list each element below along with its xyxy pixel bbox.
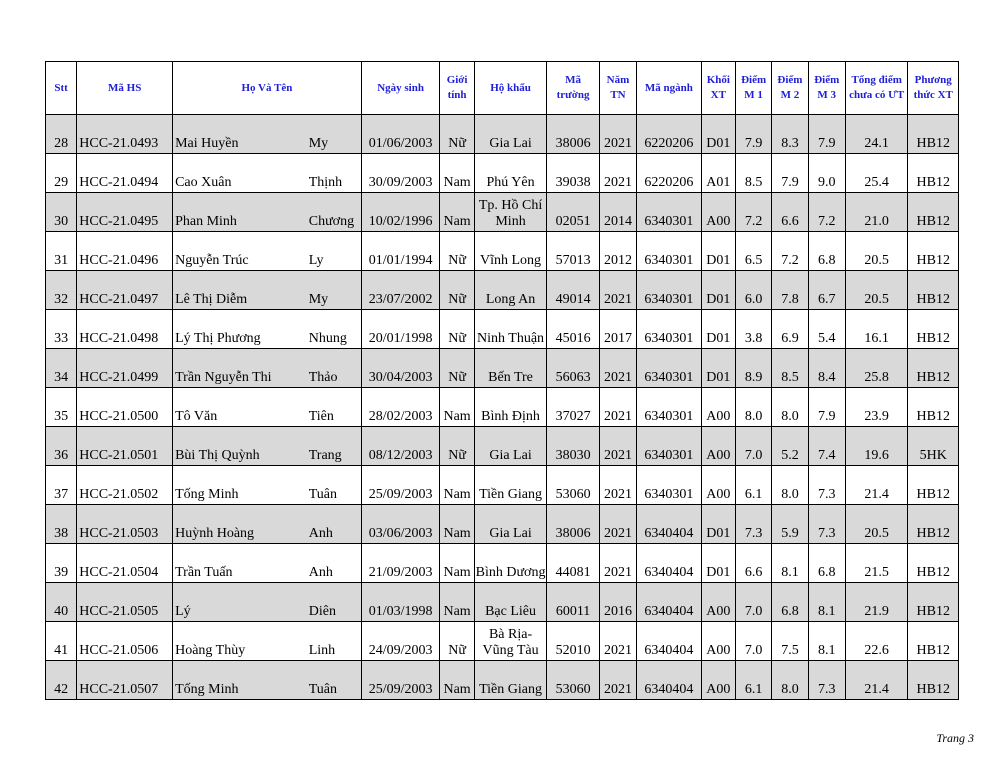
cell-ngay-sinh: 20/01/1998 bbox=[361, 310, 440, 349]
cell-ma-truong: 39038 bbox=[547, 154, 599, 193]
cell-ten: Tuân bbox=[308, 487, 338, 502]
cell-ma-hs: HCC-21.0504 bbox=[77, 544, 173, 583]
table-row bbox=[46, 505, 959, 544]
cell-nam-tn: 2021 bbox=[599, 349, 636, 388]
cell-nam-tn: 2021 bbox=[599, 427, 636, 466]
cell-diem-m1: 3.8 bbox=[735, 310, 771, 349]
cell-diem-m2: 8.5 bbox=[772, 349, 808, 388]
cell-gioi-tinh: Nam bbox=[440, 544, 474, 583]
header-ma-truong: Mã trường bbox=[547, 62, 599, 115]
cell-ma-hs: HCC-21.0502 bbox=[77, 466, 173, 505]
cell-ho-khau: Phú Yên bbox=[474, 154, 547, 193]
cell-nam-tn: 2014 bbox=[599, 193, 636, 232]
cell-stt: 42 bbox=[46, 661, 77, 700]
cell-diem-m1: 7.0 bbox=[735, 427, 771, 466]
cell-ngay-sinh: 24/09/2003 bbox=[361, 622, 440, 661]
cell-stt: 32 bbox=[46, 271, 77, 310]
table-row bbox=[46, 193, 959, 232]
cell-ho-ten bbox=[173, 349, 362, 388]
cell-diem-m1: 6.1 bbox=[735, 661, 771, 700]
cell-khoi-xt: D01 bbox=[701, 544, 735, 583]
cell-gioi-tinh: Nam bbox=[440, 505, 474, 544]
cell-gioi-tinh: Nữ bbox=[440, 622, 474, 661]
cell-ma-hs: HCC-21.0503 bbox=[77, 505, 173, 544]
cell-ho-khau: Bình Định bbox=[474, 388, 547, 427]
cell-diem-m3: 7.3 bbox=[808, 661, 845, 700]
cell-ma-truong: 44081 bbox=[547, 544, 599, 583]
cell-ho-ten bbox=[173, 154, 362, 193]
cell-nam-tn: 2021 bbox=[599, 466, 636, 505]
header-phuong-thuc: Phương thức XT bbox=[908, 62, 959, 115]
cell-ma-truong: 38006 bbox=[547, 505, 599, 544]
header-diem-m2: Điểm M 2 bbox=[772, 62, 808, 115]
cell-diem-m1: 6.1 bbox=[735, 466, 771, 505]
cell-phuong-thuc: HB12 bbox=[908, 388, 959, 427]
table-row bbox=[46, 544, 959, 583]
cell-ma-hs: HCC-21.0496 bbox=[77, 232, 173, 271]
cell-ten: Diên bbox=[308, 604, 336, 619]
cell-gioi-tinh: Nữ bbox=[440, 349, 474, 388]
cell-ho-ten bbox=[173, 505, 362, 544]
cell-ten: Anh bbox=[308, 565, 333, 580]
cell-phuong-thuc: HB12 bbox=[908, 661, 959, 700]
cell-ho-khau: Long An bbox=[474, 271, 547, 310]
cell-khoi-xt: A00 bbox=[701, 193, 735, 232]
header-row bbox=[46, 62, 959, 115]
cell-ten: My bbox=[308, 292, 329, 307]
cell-ngay-sinh: 03/06/2003 bbox=[361, 505, 440, 544]
cell-tong-diem: 20.5 bbox=[845, 505, 908, 544]
cell-ngay-sinh: 30/04/2003 bbox=[361, 349, 440, 388]
cell-tong-diem: 16.1 bbox=[845, 310, 908, 349]
cell-diem-m1: 7.0 bbox=[735, 622, 771, 661]
cell-ho: Mai Huyền bbox=[175, 136, 239, 151]
cell-ngay-sinh: 21/09/2003 bbox=[361, 544, 440, 583]
cell-ten: Thịnh bbox=[308, 175, 343, 190]
cell-stt: 39 bbox=[46, 544, 77, 583]
cell-diem-m2: 5.2 bbox=[772, 427, 808, 466]
cell-ngay-sinh: 30/09/2003 bbox=[361, 154, 440, 193]
cell-khoi-xt: A00 bbox=[701, 622, 735, 661]
cell-tong-diem: 25.8 bbox=[845, 349, 908, 388]
cell-khoi-xt: D01 bbox=[701, 349, 735, 388]
cell-khoi-xt: A00 bbox=[701, 466, 735, 505]
table-row bbox=[46, 271, 959, 310]
cell-diem-m3: 6.8 bbox=[808, 544, 845, 583]
cell-ma-truong: 52010 bbox=[547, 622, 599, 661]
cell-ma-nganh: 6340301 bbox=[637, 349, 702, 388]
cell-ma-truong: 53060 bbox=[547, 661, 599, 700]
cell-stt: 31 bbox=[46, 232, 77, 271]
cell-diem-m2: 8.0 bbox=[772, 466, 808, 505]
cell-khoi-xt: D01 bbox=[701, 505, 735, 544]
cell-diem-m2: 8.0 bbox=[772, 661, 808, 700]
header-ngay-sinh: Ngày sinh bbox=[361, 62, 440, 115]
cell-ma-hs: HCC-21.0506 bbox=[77, 622, 173, 661]
cell-ten: Tuân bbox=[308, 682, 338, 697]
header-khoi-xt: Khối XT bbox=[701, 62, 735, 115]
cell-khoi-xt: A00 bbox=[701, 583, 735, 622]
cell-gioi-tinh: Nam bbox=[440, 154, 474, 193]
cell-diem-m3: 6.7 bbox=[808, 271, 845, 310]
header-tong-diem: Tổng điểm chưa có ƯT bbox=[845, 62, 908, 115]
cell-ma-nganh: 6340301 bbox=[637, 388, 702, 427]
cell-ma-truong: 49014 bbox=[547, 271, 599, 310]
cell-khoi-xt: A00 bbox=[701, 427, 735, 466]
cell-ten: Ly bbox=[308, 253, 324, 268]
cell-ma-hs: HCC-21.0501 bbox=[77, 427, 173, 466]
cell-ho-ten bbox=[173, 661, 362, 700]
cell-ho-khau: Tp. Hồ Chí Minh bbox=[474, 193, 547, 232]
cell-khoi-xt: D01 bbox=[701, 232, 735, 271]
cell-nam-tn: 2017 bbox=[599, 310, 636, 349]
header-ho-khau: Hộ khẩu bbox=[474, 62, 547, 115]
cell-ho-ten bbox=[173, 583, 362, 622]
cell-ho-khau: Tiền Giang bbox=[474, 466, 547, 505]
cell-diem-m2: 6.9 bbox=[772, 310, 808, 349]
cell-diem-m2: 8.3 bbox=[772, 115, 808, 154]
cell-ho: Lý Thị Phương bbox=[175, 331, 261, 346]
cell-tong-diem: 21.4 bbox=[845, 661, 908, 700]
cell-phuong-thuc: HB12 bbox=[908, 505, 959, 544]
cell-ten: My bbox=[308, 136, 329, 151]
cell-diem-m1: 7.9 bbox=[735, 115, 771, 154]
cell-phuong-thuc: HB12 bbox=[908, 583, 959, 622]
cell-ma-nganh: 6220206 bbox=[637, 154, 702, 193]
cell-ho: Lý bbox=[175, 604, 191, 619]
cell-diem-m2: 6.8 bbox=[772, 583, 808, 622]
cell-gioi-tinh: Nữ bbox=[440, 232, 474, 271]
cell-ngay-sinh: 25/09/2003 bbox=[361, 661, 440, 700]
cell-diem-m2: 7.8 bbox=[772, 271, 808, 310]
cell-gioi-tinh: Nữ bbox=[440, 115, 474, 154]
cell-ma-hs: HCC-21.0497 bbox=[77, 271, 173, 310]
table-row bbox=[46, 427, 959, 466]
cell-ho-khau: Bến Tre bbox=[474, 349, 547, 388]
table-row bbox=[46, 661, 959, 700]
cell-diem-m3: 8.1 bbox=[808, 583, 845, 622]
cell-tong-diem: 21.5 bbox=[845, 544, 908, 583]
cell-diem-m1: 8.5 bbox=[735, 154, 771, 193]
header-diem-m3: Điểm M 3 bbox=[808, 62, 845, 115]
cell-diem-m3: 7.4 bbox=[808, 427, 845, 466]
cell-ma-nganh: 6340404 bbox=[637, 505, 702, 544]
cell-ma-hs: HCC-21.0493 bbox=[77, 115, 173, 154]
cell-ma-nganh: 6340404 bbox=[637, 622, 702, 661]
cell-tong-diem: 21.9 bbox=[845, 583, 908, 622]
cell-ngay-sinh: 01/01/1994 bbox=[361, 232, 440, 271]
cell-ho-ten bbox=[173, 466, 362, 505]
cell-tong-diem: 20.5 bbox=[845, 232, 908, 271]
cell-ho: Lê Thị Diễm bbox=[175, 292, 248, 307]
cell-ma-nganh: 6340301 bbox=[637, 466, 702, 505]
table-row bbox=[46, 349, 959, 388]
cell-nam-tn: 2021 bbox=[599, 661, 636, 700]
cell-stt: 41 bbox=[46, 622, 77, 661]
cell-ma-nganh: 6340301 bbox=[637, 232, 702, 271]
cell-diem-m1: 6.5 bbox=[735, 232, 771, 271]
cell-phuong-thuc: HB12 bbox=[908, 271, 959, 310]
cell-diem-m1: 8.9 bbox=[735, 349, 771, 388]
table-row bbox=[46, 154, 959, 193]
cell-ho: Tống Minh bbox=[175, 487, 239, 502]
cell-nam-tn: 2021 bbox=[599, 115, 636, 154]
cell-ngay-sinh: 08/12/2003 bbox=[361, 427, 440, 466]
cell-ho-ten bbox=[173, 232, 362, 271]
header-nam-tn: Năm TN bbox=[599, 62, 636, 115]
cell-ma-truong: 57013 bbox=[547, 232, 599, 271]
cell-ho: Trần Tuấn bbox=[175, 565, 233, 580]
cell-ma-nganh: 6340404 bbox=[637, 544, 702, 583]
table-row bbox=[46, 310, 959, 349]
cell-ma-hs: HCC-21.0505 bbox=[77, 583, 173, 622]
cell-nam-tn: 2016 bbox=[599, 583, 636, 622]
cell-phuong-thuc: HB12 bbox=[908, 193, 959, 232]
cell-khoi-xt: A01 bbox=[701, 154, 735, 193]
cell-phuong-thuc: HB12 bbox=[908, 154, 959, 193]
cell-diem-m1: 7.3 bbox=[735, 505, 771, 544]
table-row bbox=[46, 232, 959, 271]
cell-stt: 38 bbox=[46, 505, 77, 544]
cell-diem-m2: 8.0 bbox=[772, 388, 808, 427]
cell-nam-tn: 2012 bbox=[599, 232, 636, 271]
cell-phuong-thuc: HB12 bbox=[908, 349, 959, 388]
cell-phuong-thuc: HB12 bbox=[908, 466, 959, 505]
cell-nam-tn: 2021 bbox=[599, 544, 636, 583]
cell-gioi-tinh: Nam bbox=[440, 466, 474, 505]
cell-ho-ten bbox=[173, 622, 362, 661]
cell-ngay-sinh: 25/09/2003 bbox=[361, 466, 440, 505]
cell-stt: 34 bbox=[46, 349, 77, 388]
cell-tong-diem: 25.4 bbox=[845, 154, 908, 193]
cell-diem-m2: 7.5 bbox=[772, 622, 808, 661]
cell-stt: 28 bbox=[46, 115, 77, 154]
cell-ngay-sinh: 23/07/2002 bbox=[361, 271, 440, 310]
cell-ma-truong: 53060 bbox=[547, 466, 599, 505]
cell-diem-m2: 7.2 bbox=[772, 232, 808, 271]
cell-ten: Trang bbox=[308, 448, 342, 463]
cell-phuong-thuc: HB12 bbox=[908, 232, 959, 271]
cell-diem-m1: 6.6 bbox=[735, 544, 771, 583]
header-ma-hs: Mã HS bbox=[77, 62, 173, 115]
cell-diem-m3: 8.1 bbox=[808, 622, 845, 661]
cell-ma-hs: HCC-21.0494 bbox=[77, 154, 173, 193]
cell-ma-truong: 37027 bbox=[547, 388, 599, 427]
cell-tong-diem: 21.4 bbox=[845, 466, 908, 505]
cell-nam-tn: 2021 bbox=[599, 154, 636, 193]
cell-ho: Trần Nguyễn Thi bbox=[175, 370, 272, 385]
cell-diem-m3: 7.2 bbox=[808, 193, 845, 232]
cell-tong-diem: 21.0 bbox=[845, 193, 908, 232]
cell-khoi-xt: A00 bbox=[701, 388, 735, 427]
cell-ten: Linh bbox=[308, 643, 336, 658]
cell-diem-m3: 6.8 bbox=[808, 232, 845, 271]
cell-stt: 29 bbox=[46, 154, 77, 193]
cell-ho-ten bbox=[173, 388, 362, 427]
cell-tong-diem: 22.6 bbox=[845, 622, 908, 661]
cell-diem-m1: 7.0 bbox=[735, 583, 771, 622]
cell-stt: 35 bbox=[46, 388, 77, 427]
table-row bbox=[46, 466, 959, 505]
cell-ho-ten bbox=[173, 193, 362, 232]
header-stt: Stt bbox=[46, 62, 77, 115]
cell-ten: Tiên bbox=[308, 409, 334, 424]
cell-diem-m2: 8.1 bbox=[772, 544, 808, 583]
cell-ho: Cao Xuân bbox=[175, 175, 232, 190]
cell-ho: Huỳnh Hoàng bbox=[175, 526, 255, 541]
table-row bbox=[46, 622, 959, 661]
cell-ho-ten bbox=[173, 544, 362, 583]
cell-nam-tn: 2021 bbox=[599, 505, 636, 544]
cell-ho-ten bbox=[173, 271, 362, 310]
cell-ho-ten bbox=[173, 310, 362, 349]
cell-tong-diem: 20.5 bbox=[845, 271, 908, 310]
table-row bbox=[46, 583, 959, 622]
cell-ngay-sinh: 01/06/2003 bbox=[361, 115, 440, 154]
cell-phuong-thuc: 5HK bbox=[908, 427, 959, 466]
cell-ho: Phan Minh bbox=[175, 214, 237, 229]
cell-ho-khau: Gia Lai bbox=[474, 115, 547, 154]
cell-gioi-tinh: Nam bbox=[440, 661, 474, 700]
cell-gioi-tinh: Nam bbox=[440, 193, 474, 232]
cell-ho: Nguyễn Trúc bbox=[175, 253, 249, 268]
cell-phuong-thuc: HB12 bbox=[908, 622, 959, 661]
cell-gioi-tinh: Nam bbox=[440, 583, 474, 622]
cell-gioi-tinh: Nam bbox=[440, 388, 474, 427]
cell-diem-m3: 5.4 bbox=[808, 310, 845, 349]
cell-ten: Thảo bbox=[308, 370, 338, 385]
cell-ho: Tô Văn bbox=[175, 409, 218, 424]
cell-ma-truong: 45016 bbox=[547, 310, 599, 349]
cell-ten: Chương bbox=[308, 214, 355, 229]
cell-ma-truong: 56063 bbox=[547, 349, 599, 388]
cell-diem-m1: 8.0 bbox=[735, 388, 771, 427]
cell-ho: Hoàng Thùy bbox=[175, 643, 246, 658]
cell-stt: 30 bbox=[46, 193, 77, 232]
cell-ho: Bùi Thị Quỳnh bbox=[175, 448, 260, 463]
page-number: Trang 3 bbox=[936, 731, 974, 745]
cell-stt: 33 bbox=[46, 310, 77, 349]
cell-ma-truong: 38030 bbox=[547, 427, 599, 466]
cell-ma-nganh: 6340301 bbox=[637, 310, 702, 349]
cell-ngay-sinh: 10/02/1996 bbox=[361, 193, 440, 232]
cell-nam-tn: 2021 bbox=[599, 388, 636, 427]
cell-ma-truong: 60011 bbox=[547, 583, 599, 622]
cell-khoi-xt: D01 bbox=[701, 310, 735, 349]
cell-stt: 40 bbox=[46, 583, 77, 622]
cell-gioi-tinh: Nữ bbox=[440, 427, 474, 466]
cell-diem-m2: 5.9 bbox=[772, 505, 808, 544]
cell-ho-khau: Bạc Liêu bbox=[474, 583, 547, 622]
cell-stt: 37 bbox=[46, 466, 77, 505]
cell-ma-nganh: 6340404 bbox=[637, 661, 702, 700]
cell-diem-m3: 8.4 bbox=[808, 349, 845, 388]
cell-diem-m2: 7.9 bbox=[772, 154, 808, 193]
cell-diem-m3: 7.3 bbox=[808, 466, 845, 505]
cell-ma-truong: 38006 bbox=[547, 115, 599, 154]
cell-tong-diem: 19.6 bbox=[845, 427, 908, 466]
student-roster-table bbox=[45, 61, 959, 700]
cell-ho-khau: Vĩnh Long bbox=[474, 232, 547, 271]
cell-phuong-thuc: HB12 bbox=[908, 115, 959, 154]
cell-tong-diem: 23.9 bbox=[845, 388, 908, 427]
cell-ma-nganh: 6340301 bbox=[637, 271, 702, 310]
cell-diem-m1: 6.0 bbox=[735, 271, 771, 310]
header-gioi-tinh: Giới tính bbox=[440, 62, 474, 115]
cell-ngay-sinh: 01/03/1998 bbox=[361, 583, 440, 622]
cell-stt: 36 bbox=[46, 427, 77, 466]
cell-ma-hs: HCC-21.0495 bbox=[77, 193, 173, 232]
cell-diem-m1: 7.2 bbox=[735, 193, 771, 232]
cell-ma-nganh: 6340301 bbox=[637, 427, 702, 466]
cell-ngay-sinh: 28/02/2003 bbox=[361, 388, 440, 427]
cell-diem-m2: 6.6 bbox=[772, 193, 808, 232]
cell-ten: Nhung bbox=[308, 331, 347, 346]
cell-ma-nganh: 6340404 bbox=[637, 583, 702, 622]
cell-diem-m3: 7.9 bbox=[808, 115, 845, 154]
header-diem-m1: Điểm M 1 bbox=[735, 62, 771, 115]
cell-diem-m3: 9.0 bbox=[808, 154, 845, 193]
cell-ma-nganh: 6220206 bbox=[637, 115, 702, 154]
cell-diem-m3: 7.9 bbox=[808, 388, 845, 427]
cell-ma-hs: HCC-21.0498 bbox=[77, 310, 173, 349]
cell-ho-khau: Gia Lai bbox=[474, 427, 547, 466]
table-row bbox=[46, 388, 959, 427]
cell-ho-khau: Ninh Thuận bbox=[474, 310, 547, 349]
cell-nam-tn: 2021 bbox=[599, 622, 636, 661]
cell-khoi-xt: D01 bbox=[701, 115, 735, 154]
cell-phuong-thuc: HB12 bbox=[908, 544, 959, 583]
cell-ho-ten bbox=[173, 427, 362, 466]
cell-ma-truong: 02051 bbox=[547, 193, 599, 232]
cell-ho-khau: Bình Dương bbox=[474, 544, 547, 583]
header-ma-nganh: Mã ngành bbox=[637, 62, 702, 115]
cell-ho-ten bbox=[173, 115, 362, 154]
cell-gioi-tinh: Nữ bbox=[440, 271, 474, 310]
cell-ho-khau: Bà Rịa-Vũng Tàu bbox=[474, 622, 547, 661]
cell-ho: Tống Minh bbox=[175, 682, 239, 697]
cell-ma-nganh: 6340301 bbox=[637, 193, 702, 232]
cell-ho-khau: Gia Lai bbox=[474, 505, 547, 544]
cell-ma-hs: HCC-21.0500 bbox=[77, 388, 173, 427]
cell-ma-hs: HCC-21.0507 bbox=[77, 661, 173, 700]
header-ho-ten: Họ Và Tên bbox=[173, 62, 362, 115]
cell-ten: Anh bbox=[308, 526, 333, 541]
cell-nam-tn: 2021 bbox=[599, 271, 636, 310]
roster-body bbox=[46, 115, 959, 700]
cell-diem-m3: 7.3 bbox=[808, 505, 845, 544]
cell-khoi-xt: D01 bbox=[701, 271, 735, 310]
cell-ho-khau: Tiền Giang bbox=[474, 661, 547, 700]
cell-phuong-thuc: HB12 bbox=[908, 310, 959, 349]
table-row bbox=[46, 115, 959, 154]
cell-ma-hs: HCC-21.0499 bbox=[77, 349, 173, 388]
cell-tong-diem: 24.1 bbox=[845, 115, 908, 154]
cell-gioi-tinh: Nữ bbox=[440, 310, 474, 349]
cell-khoi-xt: A00 bbox=[701, 661, 735, 700]
